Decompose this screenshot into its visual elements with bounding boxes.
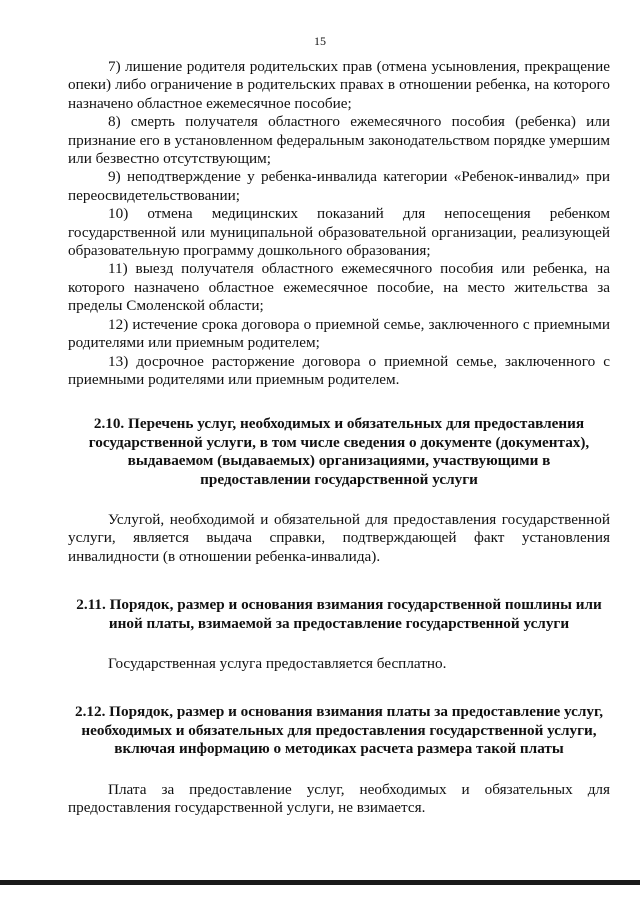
page-number: 15 bbox=[314, 34, 326, 48]
list-item: 11) выезд получателя областного ежемесячного пособия или ребенка, на которого назначено областное ежемесячное пособие, на место жительства за пределы Смоленской области; bbox=[68, 260, 610, 315]
list-item: 7) лишение родителя родительских прав (отмена усыновления, прекращение опеки) либо ограничение в родительских правах в отношении ребенка, на которого назначено областное ежемесячное пособие; bbox=[68, 58, 610, 112]
section-text-2-10: Услугой, необходимой и обязательной для предоставления государственной услуги, является выдача справки, подтверждающей факт установления инвалидности (в отношении ребенка-инвалида). bbox=[68, 510, 610, 565]
section-text-2-11: Государственная услуга предоставляется бесплатно. bbox=[108, 654, 447, 672]
section-heading-2-10: 2.10. Перечень услуг, необходимых и обязательных для предоставления государственной услуги, в том числе сведения о документе (документах), выдаваемом (выдаваемых) организациями, участвующими в предоставлении государственной услуги bbox=[88, 415, 590, 488]
section-heading-2-11: 2.11. Порядок, размер и основания взимания государственной пошлины или иной платы, взимаемой за предоставление государственной услуги bbox=[76, 596, 602, 632]
list-item: 13) досрочное расторжение договора о приемной семье, заключенного с приемными родителями или приемным родителем. bbox=[68, 352, 610, 388]
list-item: 8) смерть получателя областного ежемесячного пособия (ребенка) или признание его в установленном федеральным законодательством порядке умершим или безвестно отсутствующим; bbox=[68, 113, 610, 168]
page-bottom-edge bbox=[0, 880, 640, 885]
section-heading-2-12: 2.12. Порядок, размер и основания взимания платы за предоставление услуг, необходимых и обязательных для предоставления государственной услуги, включая информацию о методиках расчета размера такой платы bbox=[74, 703, 604, 758]
document-body bbox=[68, 58, 610, 817]
section-text-2-12: Плата за предоставление услуг, необходимых и обязательных для предоставления государственной услуги, не взимается. bbox=[68, 780, 610, 816]
list-item: 9) неподтверждение у ребенка-инвалида категории «Ребенок-инвалид» при переосвидетельствовании; bbox=[68, 168, 610, 204]
list-item: 10) отмена медицинских показаний для непосещения ребенком государственной или муниципальной образовательной организации, реализующей образовательную программу дошкольного образования; bbox=[68, 205, 610, 260]
list-item: 12) истечение срока договора о приемной семье, заключенного с приемными родителями или приемным родителем; bbox=[68, 315, 610, 352]
